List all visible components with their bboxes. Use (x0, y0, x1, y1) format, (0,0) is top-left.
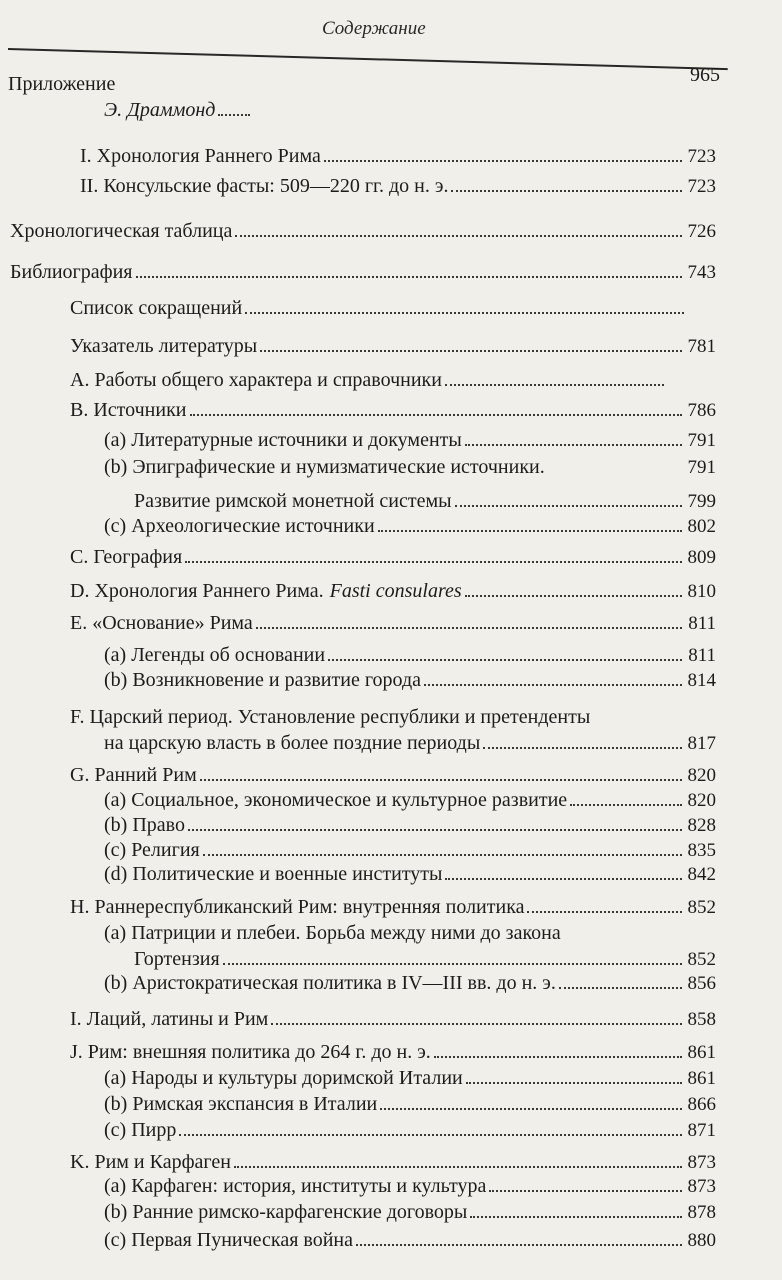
toc-entry-label: (b) Аристократическая политика в IV—III вв. до н. э. (104, 972, 556, 994)
toc-entry (104, 98, 256, 122)
leader-dots (483, 747, 681, 749)
toc-entry-page: 810 (687, 581, 716, 602)
toc-entry-page: 820 (687, 765, 716, 786)
toc-entry-page: 723 (687, 146, 716, 167)
leader-dots (235, 235, 681, 237)
leader-dots (455, 505, 682, 507)
toc-entry (104, 668, 716, 693)
toc-entry-label: F. Царский период. Установление республики и претенденты (70, 706, 591, 728)
leader-dots (380, 1108, 681, 1110)
leader-dots (185, 561, 681, 563)
toc-entry-page: 852 (687, 949, 716, 970)
toc-entry-label: на царскую власть в более поздние периоды (104, 732, 481, 754)
toc-entry (104, 731, 716, 756)
toc-entry (70, 1150, 716, 1175)
toc-entry-page: 799 (687, 491, 716, 512)
leader-dots (378, 530, 682, 532)
toc-entry-label: G. Ранний Рим (70, 764, 197, 786)
toc-entry (104, 1092, 716, 1117)
toc-entry-page: 880 (687, 1230, 716, 1251)
toc-entry-label: Гортензия (134, 948, 220, 970)
toc-entry-page: 781 (687, 336, 716, 357)
toc-entry (104, 1174, 716, 1199)
leader-dots (445, 878, 681, 880)
leader-dots (328, 659, 682, 661)
toc-entry-label: C. География (70, 546, 183, 568)
toc-entry-label: (a) Литературные источники и документы (104, 429, 462, 451)
leader-dots (203, 854, 682, 856)
leader-dots (190, 414, 682, 416)
leader-dots (200, 779, 682, 781)
toc-entry (104, 1066, 716, 1091)
leader-dots (324, 160, 682, 162)
toc-entry-page: 802 (687, 516, 716, 537)
toc-entry-label: A. Работы общего характера и справочники (70, 369, 442, 391)
toc-entry (70, 545, 716, 570)
toc-entry-label: Хронологическая таблица (10, 220, 233, 242)
toc-entry (104, 813, 716, 838)
toc-entry-label: (b) Римская экспансия в Италии (104, 1093, 378, 1115)
toc-entry-label: Список сокращений (70, 297, 243, 319)
leader-dots (188, 829, 682, 831)
toc-entry-label: (b) Ранние римско-карфагенские договоры (104, 1201, 468, 1223)
toc-entry-label: (a) Социальное, экономическое и культурное развитие (104, 789, 568, 811)
toc-entry-label: I. Хронология Раннего Рима (80, 145, 321, 167)
leader-dots (260, 350, 681, 352)
leader-dots (489, 1190, 681, 1192)
toc-entry-label: (c) Первая Пуническая война (104, 1229, 354, 1251)
leader-dots (559, 987, 682, 989)
toc-entry-label: II. Консульские фасты: 509—220 гг. до н. э. (80, 175, 449, 197)
leader-dots (445, 384, 664, 386)
toc-entry-page: 828 (687, 815, 716, 836)
leader-dots (179, 1134, 681, 1136)
toc-entry (70, 398, 716, 423)
leader-dots (234, 1166, 682, 1168)
toc-entry-page: 861 (687, 1042, 716, 1063)
toc-entry (80, 144, 716, 169)
leader-dots (271, 1023, 681, 1025)
toc-entry-page: 873 (687, 1176, 716, 1197)
leader-dots (245, 312, 684, 314)
toc-entry (70, 1040, 716, 1065)
toc-entry (70, 763, 716, 788)
leader-dots (466, 1082, 682, 1084)
toc-entry-label: (a) Патриции и плебеи. Борьба между ними до закона (104, 922, 561, 944)
toc-entry (70, 611, 716, 636)
toc-entry-page: 852 (687, 897, 716, 918)
toc-entry-label: (b) Право (104, 814, 185, 836)
toc-entry-label: B. Источники (70, 399, 187, 421)
toc-entry (70, 334, 716, 359)
toc-entry-page: 791 (687, 457, 716, 478)
toc-entry-page: 723 (687, 176, 716, 197)
toc-entry-label: (c) Археологические источники (104, 515, 375, 537)
toc-entry (104, 455, 716, 480)
toc-entry-label: J. Рим: внешняя политика до 264 г. до н. э. (70, 1041, 431, 1063)
toc-entry-label: (a) Легенды об основании (104, 644, 326, 666)
toc-entry-page: 856 (687, 973, 716, 994)
toc-entry (104, 514, 716, 539)
leader-dots (356, 1244, 681, 1246)
toc-entry (80, 174, 716, 199)
toc-entry-page: 835 (687, 840, 716, 861)
leader-dots (218, 114, 250, 116)
toc-entry (70, 579, 716, 604)
toc-entry (104, 1200, 716, 1225)
toc-entry-page: 786 (687, 400, 716, 421)
toc-entry-label: (c) Пирр (104, 1119, 177, 1141)
toc-entry-page: 873 (687, 1152, 716, 1173)
toc-entry-page: 858 (687, 1009, 716, 1030)
leader-dots (256, 627, 682, 629)
toc-entry (10, 219, 716, 244)
toc-entry-label: (c) Религия (104, 839, 200, 861)
toc-entry-label: Указатель литературы (70, 335, 258, 357)
toc-entry-page: 809 (687, 547, 716, 568)
toc-entry-label: (b) Эпиграфические и нумизматические источники. (104, 456, 545, 478)
leader-dots (136, 276, 682, 278)
toc-entry (104, 862, 716, 887)
toc-entry-page: 871 (687, 1120, 716, 1141)
leader-dots (570, 804, 681, 806)
toc-entry (70, 296, 690, 320)
toc-entry (70, 368, 670, 392)
leader-dots (465, 444, 682, 446)
leader-dots (470, 1216, 681, 1218)
toc-entry (134, 489, 716, 514)
toc-entry-page: 791 (687, 430, 716, 451)
header-title: Содержание (322, 18, 426, 39)
toc-entry-page: 817 (687, 733, 716, 754)
toc-entry (104, 428, 716, 453)
toc-entry-page: 811 (688, 613, 716, 634)
toc-entry-label: (b) Возникновение и развитие города (104, 669, 422, 691)
leader-dots (527, 911, 681, 913)
toc-entry-label: D. Хронология Раннего Рима. (70, 580, 324, 602)
leader-dots (451, 190, 681, 192)
toc-entry (104, 788, 716, 813)
toc-entry (70, 895, 716, 920)
toc-entry (104, 838, 716, 863)
toc-entry-label: (d) Политические и военные институты (104, 863, 443, 885)
toc-entry-label: (a) Народы и культуры доримской Италии (104, 1067, 463, 1089)
toc-entry (70, 1007, 716, 1032)
leader-dots (424, 684, 681, 686)
toc-entry-page: 866 (687, 1094, 716, 1115)
toc-entry-page: 878 (687, 1202, 716, 1223)
leader-dots (434, 1056, 682, 1058)
toc-entry (104, 1118, 716, 1143)
toc-entry-label: Э. Драммонд (104, 99, 216, 121)
toc-entry (104, 1228, 716, 1253)
toc-entry-label: Библиография (10, 261, 133, 283)
page-number: 965 (690, 64, 720, 86)
leader-dots (465, 595, 682, 597)
toc-entry (134, 947, 716, 972)
toc-entry-page: 811 (688, 645, 716, 666)
toc-entry-page: 814 (687, 670, 716, 691)
toc-entry-label-italic: Fasti consulares (329, 580, 462, 602)
toc-entry-label: (a) Карфаген: история, институты и культура (104, 1175, 487, 1197)
toc-entry (104, 643, 716, 668)
toc-entry-page: 861 (687, 1068, 716, 1089)
toc-entry (10, 260, 716, 285)
toc-entry-label: I. Лаций, латины и Рим (70, 1008, 269, 1030)
toc-entry-label: E. «Основание» Рима (70, 612, 253, 634)
toc-section-appendix: Приложение (8, 73, 116, 95)
toc-entry-page: 842 (687, 864, 716, 885)
toc-entry-page: 743 (687, 262, 716, 283)
leader-dots (223, 963, 682, 965)
toc-entry-label: K. Рим и Карфаген (70, 1151, 231, 1173)
toc-entry (104, 971, 716, 996)
toc-entry-page: 726 (687, 221, 716, 242)
toc-entry-label: H. Раннереспубликанский Рим: внутренняя политика (70, 896, 525, 918)
toc-entry-page: 820 (687, 790, 716, 811)
toc-entry-label: Развитие римской монетной системы (134, 490, 452, 512)
